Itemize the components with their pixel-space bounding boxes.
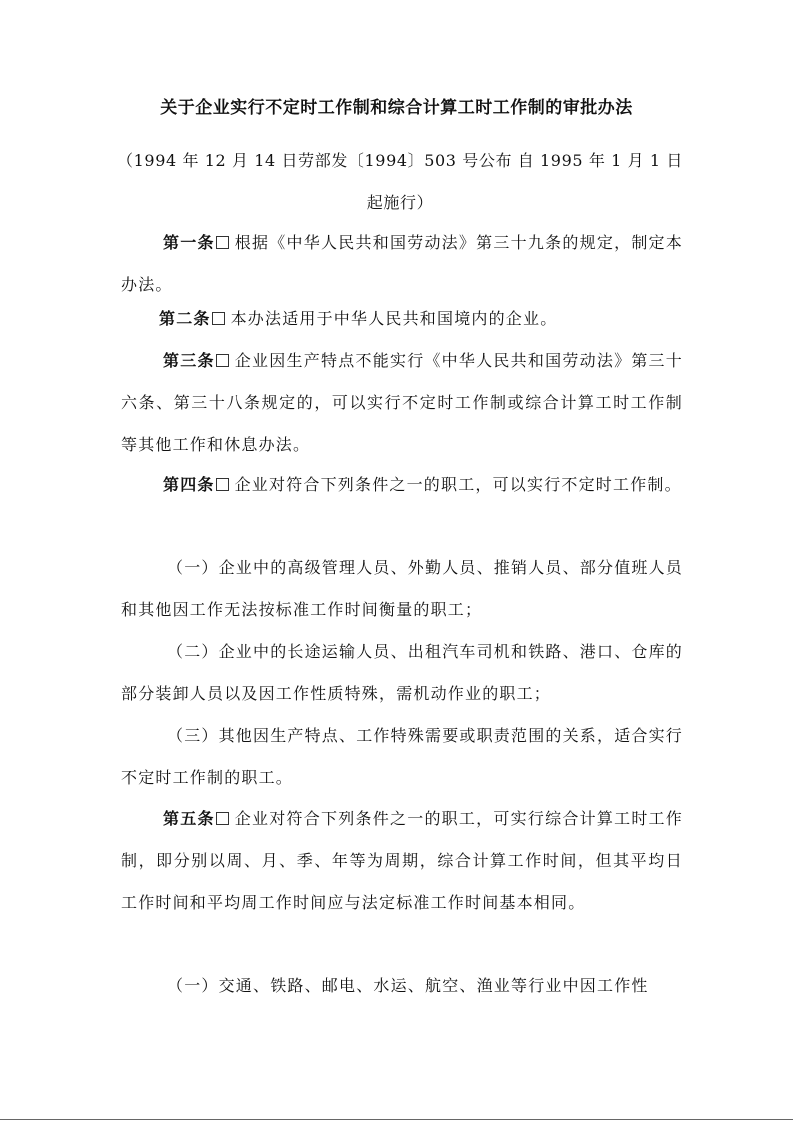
- article-4-label: 第四条: [163, 475, 215, 494]
- article-4-item-2-text: （二）企业中的长途运输人员、出租汽车司机和铁路、港口、仓库的部分装卸人员以及因工作性质特殊，需机动作业的职工；: [121, 642, 684, 703]
- placeholder-box-icon: [212, 312, 225, 325]
- document-subtitle: （1994 年 12 月 14 日劳部发〔1994〕503 号公布 自 1995 年 1 月 1 日起施行）: [117, 151, 683, 212]
- page-bottom-rule: [0, 1119, 793, 1120]
- article-1-label: 第一条: [163, 233, 215, 252]
- article-5-text: 企业对符合下列条件之一的职工，可实行综合计算工时工作制，即分别以周、月、季、年等为周期，综合计算工作时间，但其平均日工作时间和平均周工作时间应与法定标准工作时间基本相同。: [121, 809, 683, 912]
- article-4-item-3-text: （三）其他因生产特点、工作特殊需要或职责范围的关系，适合实行不定时工作制的职工。: [121, 726, 684, 787]
- article-4: [121, 464, 683, 506]
- article-4-item-1: [121, 547, 683, 631]
- article-2-label: 第二条: [159, 309, 211, 328]
- article-5-item-1: [121, 965, 683, 1007]
- placeholder-box-icon: [216, 236, 229, 249]
- placeholder-box-icon: [216, 354, 229, 367]
- article-3-text: 企业因生产特点不能实行《中华人民共和国劳动法》第三十六条、第三十八条规定的，可以实行不定时工作制或综合计算工时工作制等其他工作和休息办法。: [121, 351, 683, 454]
- article-2: [121, 298, 683, 340]
- article-5-label: 第五条: [163, 809, 215, 828]
- article-4-item-1-text: （一）企业中的高级管理人员、外勤人员、推销人员、部分值班人员和其他因工作无法按标准工作时间衡量的职工；: [121, 558, 684, 619]
- article-2-text: 本办法适用于中华人民共和国境内的企业。: [230, 309, 558, 328]
- article-1-text: 根据《中华人民共和国劳动法》第三十九条的规定，制定本办法。: [121, 233, 683, 294]
- placeholder-box-icon: [216, 478, 229, 491]
- document-title: 关于企业实行不定时工作制和综合计算工时工作制的审批办法: [160, 98, 633, 118]
- article-4-item-3: [121, 715, 683, 799]
- article-4-item-2: [121, 631, 683, 715]
- article-1: [121, 222, 683, 306]
- article-5-item-1-text: （一）交通、铁路、邮电、水运、航空、渔业等行业中因工作性: [167, 976, 649, 995]
- article-4-text: 企业对符合下列条件之一的职工，可以实行不定时工作制。: [234, 475, 682, 494]
- article-3: [121, 340, 683, 466]
- placeholder-box-icon: [216, 812, 229, 825]
- article-3-label: 第三条: [163, 351, 215, 370]
- article-5: [121, 798, 683, 924]
